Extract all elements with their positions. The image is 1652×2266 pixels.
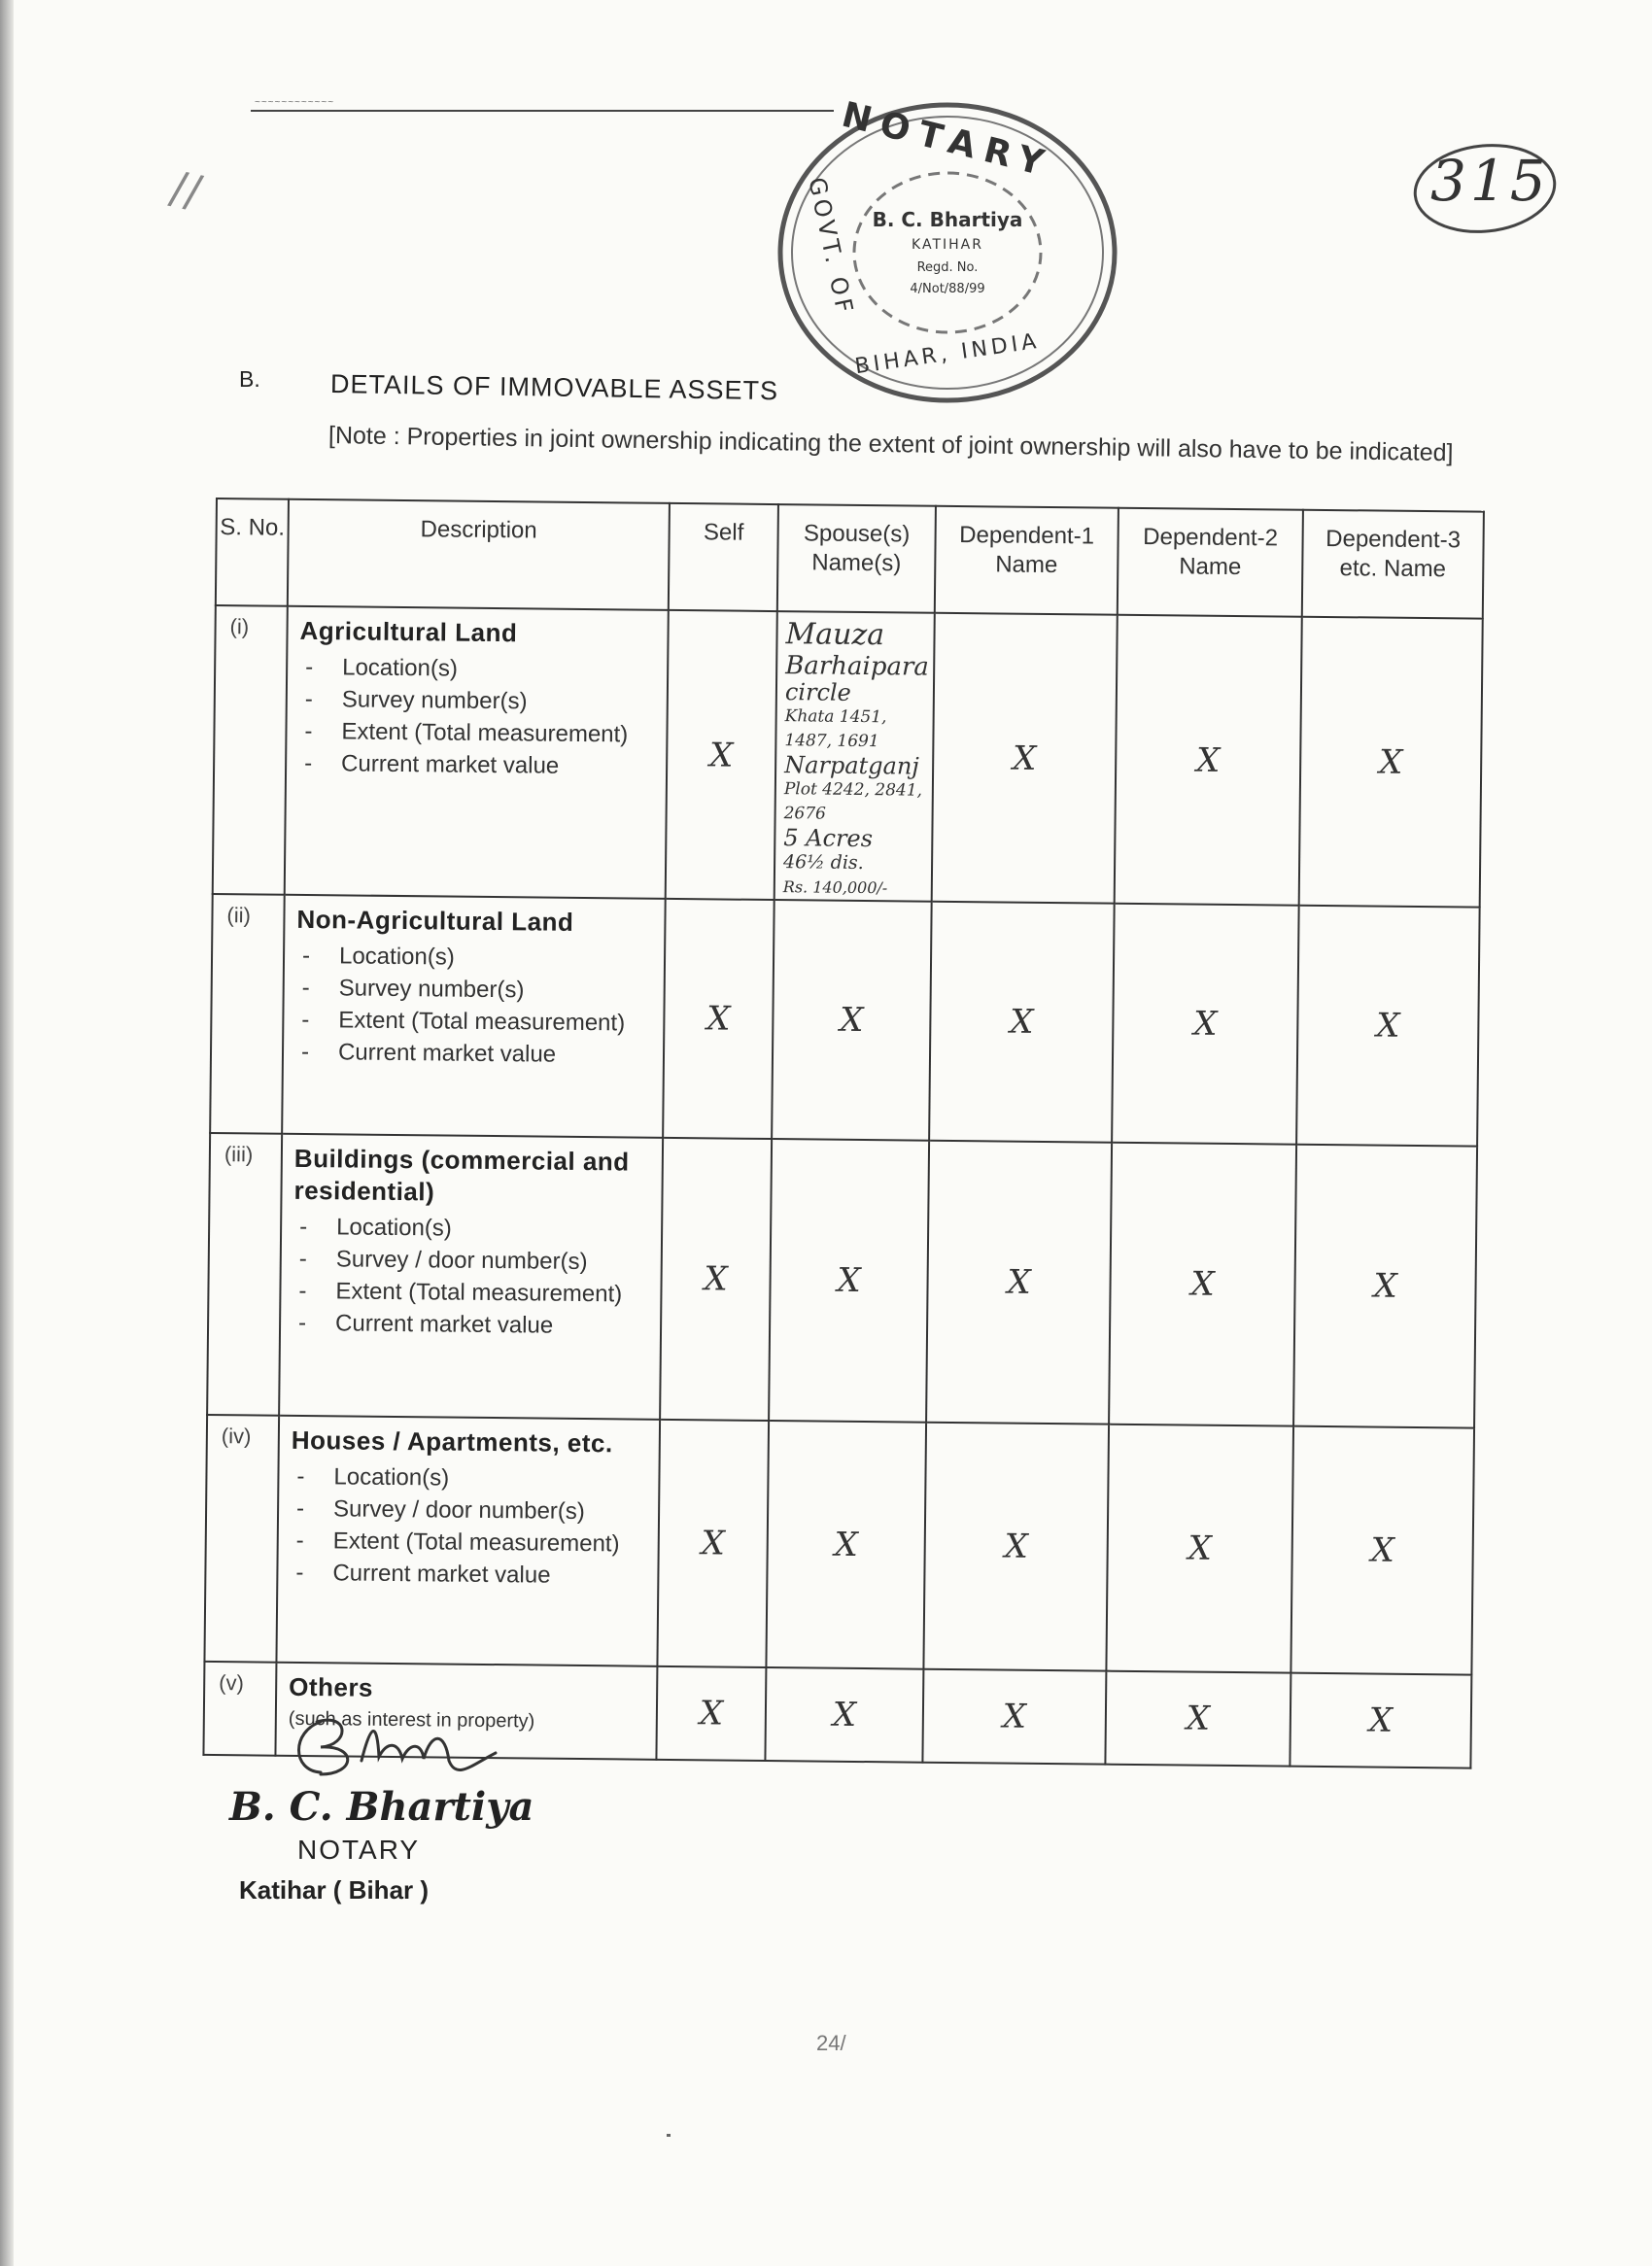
cell-spouse: X [765, 1667, 923, 1763]
seal-reg-no: 4/Not/88/99 [910, 282, 985, 296]
section-note: [Note : Properties in joint ownership indicating the extent of joint ownership will also have to be indicated] [327, 422, 1454, 467]
list-item: - Survey number(s) [299, 683, 657, 719]
cell-dependent-3: X [1291, 1426, 1474, 1675]
cell-dependent-3: X [1290, 1673, 1471, 1768]
cell-self: X [663, 899, 774, 1139]
cell-dependent-1: X [929, 902, 1115, 1143]
list-item: - Current market value [295, 1036, 653, 1072]
margin-mark: // [165, 160, 207, 219]
hand-line: circle [784, 678, 852, 706]
list-item: - Current market value [298, 747, 656, 783]
cell-dependent-1: X [926, 1141, 1112, 1425]
list-item: - Extent (Total measurement) [298, 715, 656, 751]
cell-dependent-2: X [1109, 1143, 1296, 1426]
handwritten-signature [282, 1702, 515, 1790]
row-subtext: (such as interest in property) [288, 1707, 535, 1733]
cell-self: X [657, 1420, 769, 1667]
cell-spouse: X [769, 1139, 929, 1423]
seal-place: KATIHAR [912, 237, 983, 253]
list-item: - Survey / door number(s) [291, 1493, 648, 1528]
row-sno: (i) [213, 605, 288, 895]
list-item: - Extent (Total measurement) [291, 1525, 648, 1561]
cell-self: X [656, 1666, 766, 1761]
table-row [210, 894, 1480, 1147]
header-self: Self [669, 503, 778, 611]
hand-line: Mauza [785, 617, 885, 653]
row-category: Others [289, 1671, 374, 1702]
header-dependent-2: Dependent-2 Name [1118, 508, 1303, 617]
list-item: - Survey / door number(s) [293, 1243, 651, 1279]
hand-line: Narpatganj [784, 751, 919, 780]
scan-edge [0, 0, 14, 2266]
section-letter: B. [239, 366, 260, 392]
cell-self: X [660, 1138, 772, 1421]
row-category: Buildings (commercial and residential) [293, 1143, 630, 1207]
table-header-row [216, 498, 1484, 619]
list-item: - Extent (Total measurement) [293, 1275, 650, 1311]
cell-spouse: X [772, 900, 932, 1141]
cell-dependent-2: X [1105, 1671, 1291, 1767]
hand-line: 5 Acres [783, 824, 874, 853]
signatory-title: NOTARY [297, 1835, 421, 1865]
signatory-place: Katihar ( Bihar ) [239, 1875, 430, 1905]
row-category: Agricultural Land [299, 615, 518, 648]
cell-dependent-2: X [1106, 1425, 1293, 1673]
row-items [293, 1211, 651, 1343]
header-description: Description [288, 499, 670, 610]
page-number-mark [1409, 136, 1565, 241]
cell-dependent-3: X [1296, 906, 1480, 1147]
hand-line: Khata 1451, 1487, 1691 [784, 706, 887, 752]
seal-left-text: GOVT. OF [803, 175, 859, 319]
header-dependent-1: Dependent-1 Name [935, 506, 1119, 615]
top-scribble: ~~~~~~~~~~~~ [255, 97, 335, 108]
list-item: - Extent (Total measurement) [295, 1004, 653, 1040]
cell-dependent-1: X [922, 1669, 1106, 1765]
row-sno: (ii) [210, 894, 285, 1134]
scan-speck [667, 2134, 671, 2137]
footer-page-number: 24/ [816, 2031, 846, 2055]
row-sno: (iii) [207, 1133, 282, 1416]
page-number: 315 [1430, 148, 1550, 214]
hand-line: Rs. 140,000/- [782, 877, 888, 898]
list-item: - Location(s) [291, 1460, 648, 1496]
table-row [213, 605, 1483, 908]
cell-dependent-1: X [932, 613, 1118, 904]
cell-spouse-handwritten [774, 611, 935, 902]
notary-seal [763, 87, 1132, 418]
row-items [298, 651, 657, 783]
assets-table-wrap [202, 498, 1484, 1769]
list-item: - Location(s) [299, 651, 657, 687]
section-title: DETAILS OF IMMOVABLE ASSETS [329, 369, 779, 406]
list-item: - Location(s) [293, 1211, 651, 1247]
row-sno: (iv) [204, 1415, 279, 1663]
hand-line: Barhaipara [785, 651, 930, 682]
row-description [276, 1416, 660, 1666]
header-spouse: Spouse(s) Name(s) [777, 504, 936, 613]
list-item: - Current market value [293, 1307, 650, 1343]
cell-dependent-3: X [1299, 617, 1483, 908]
cell-dependent-1: X [923, 1423, 1109, 1671]
cell-self: X [666, 610, 777, 900]
list-item: - Survey number(s) [296, 972, 654, 1008]
header-dependent-3: Dependent-3 etc. Name [1302, 510, 1484, 619]
row-sno: (v) [203, 1662, 276, 1756]
row-description [282, 895, 666, 1138]
row-category: Non-Agricultural Land [296, 904, 574, 937]
cell-dependent-2: X [1115, 615, 1302, 906]
table-row [207, 1133, 1477, 1428]
header-sno: S. No. [216, 498, 289, 606]
immovable-assets-table [202, 498, 1484, 1769]
hand-line: Plot 4242, 2841, 2676 [783, 779, 923, 824]
cell-dependent-3: X [1293, 1145, 1477, 1428]
row-description [279, 1134, 663, 1420]
hand-line: 46½ dis. [782, 851, 864, 875]
list-item: - Current market value [290, 1557, 647, 1593]
row-description [285, 606, 669, 899]
table-row [204, 1415, 1474, 1675]
list-item: - Location(s) [296, 940, 654, 976]
row-items [295, 940, 654, 1072]
seal-bottom-text: BIHAR, INDIA [853, 328, 1042, 380]
seal-reg-label: Regd. No. [916, 260, 979, 275]
signatory-name: B. C. Bhartiya [229, 1784, 534, 1830]
row-category: Houses / Apartments, etc. [291, 1425, 613, 1459]
seal-name: B. C. Bhartiya [872, 208, 1023, 231]
seal-top-text: NOTARY [838, 94, 1057, 187]
top-rule [251, 110, 834, 112]
cell-dependent-2: X [1112, 904, 1299, 1145]
cell-spouse: X [766, 1421, 926, 1669]
row-items [290, 1460, 648, 1593]
